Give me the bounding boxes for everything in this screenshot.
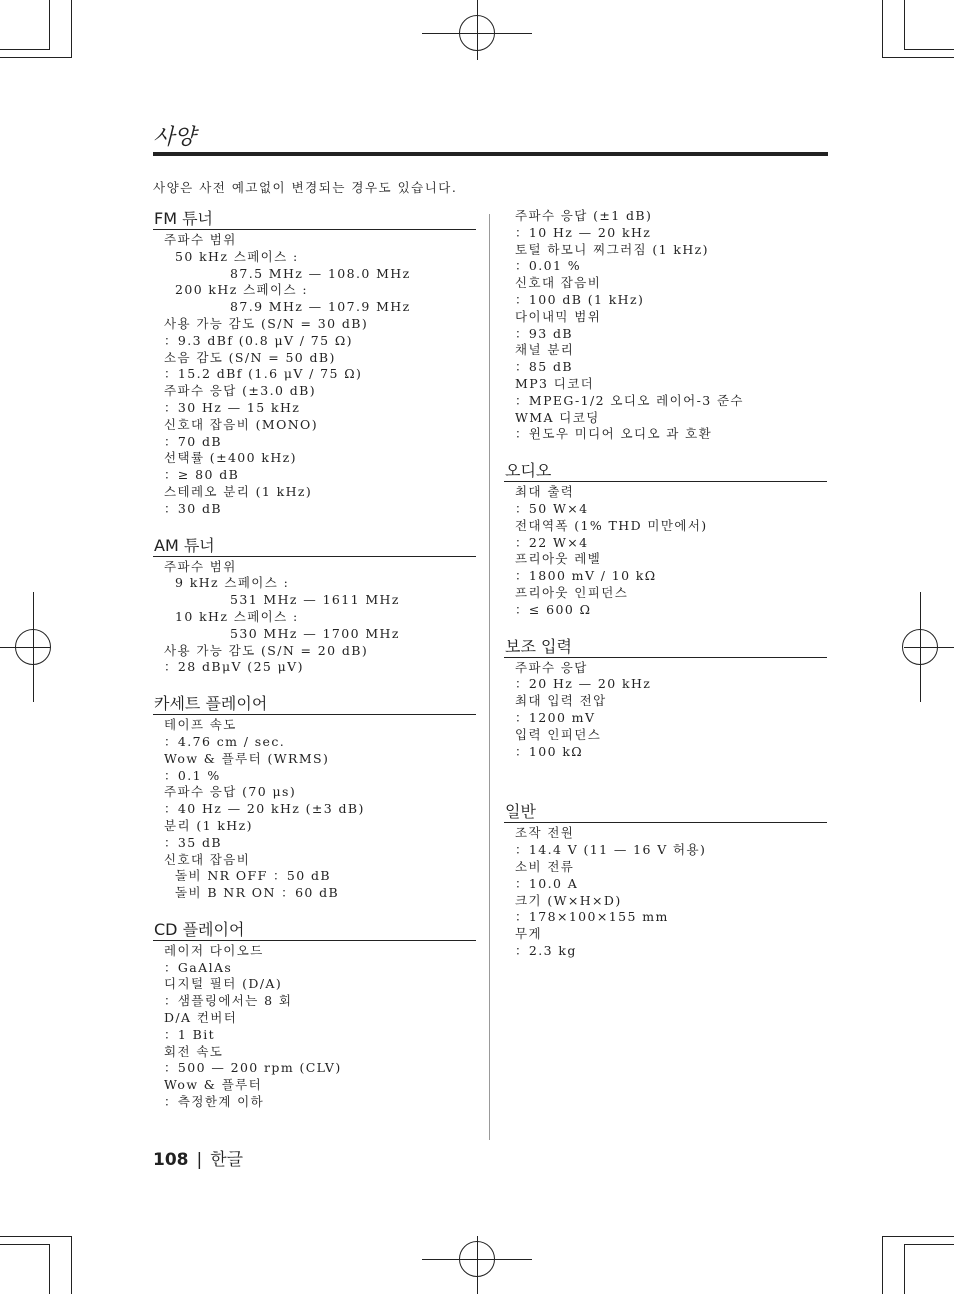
footer-separator: | <box>196 1150 203 1170</box>
registration-circle <box>459 15 495 51</box>
left-column <box>153 208 476 1128</box>
spec-label: 테이프 속도 <box>164 717 237 733</box>
spec-label: 전대역폭 (1% THD 미만에서) <box>515 517 708 533</box>
spec-item <box>504 926 827 960</box>
spec-value: ：85 dB <box>515 359 573 375</box>
title-rule <box>153 152 828 156</box>
spec-value: ：40 Hz — 20 kHz (±3 dB) <box>164 801 365 817</box>
crop-mark <box>0 1244 50 1245</box>
spec-item <box>153 383 476 417</box>
spec-value: 50 kHz 스페이스 : <box>175 248 299 264</box>
spec-label: 주파수 범위 <box>164 232 237 247</box>
spec-item <box>504 309 827 343</box>
spec-value: ：20 Hz — 20 kHz <box>515 676 652 692</box>
spec-item <box>153 1077 476 1111</box>
spec-value: 87.5 MHz — 108.0 MHz <box>230 265 411 281</box>
crop-mark <box>882 1236 883 1294</box>
spec-item <box>153 350 476 384</box>
section-cd-player-continued <box>504 208 827 443</box>
crop-mark <box>904 0 905 50</box>
crop-mark <box>71 0 72 58</box>
spec-label: 토털 하모니 찌그러짐 (1 kHz) <box>515 241 709 257</box>
spec-value: 9 kHz 스페이스 : <box>175 575 290 591</box>
spec-label: 레이저 다이오드 <box>164 942 264 958</box>
spec-value: ：50 W×4 <box>515 500 589 516</box>
section-heading: 보조 입력 <box>504 636 827 658</box>
spec-item <box>153 450 476 484</box>
spec-value: ：15.2 dBf (1.6 μV / 75 Ω) <box>164 366 363 382</box>
spec-label: Wow & 플루터 <box>164 1077 263 1093</box>
spec-label: 소비 전류 <box>515 858 575 874</box>
spec-item <box>153 852 476 902</box>
right-column <box>504 208 827 977</box>
spec-value: 돌비 NR OFF ：50 dB <box>175 868 331 884</box>
spec-item <box>153 784 476 818</box>
spec-label: 채널 분리 <box>515 342 575 358</box>
spec-item <box>153 818 476 852</box>
spec-item <box>504 342 827 376</box>
spec-item <box>153 717 476 751</box>
spec-item <box>504 727 827 761</box>
crop-mark <box>49 1244 50 1294</box>
crop-mark <box>904 49 954 50</box>
spec-label: 사용 가능 감도 (S/N = 30 dB) <box>164 315 369 331</box>
spec-label: 신호대 잡음비 (MONO) <box>164 416 318 432</box>
spec-item <box>504 376 827 410</box>
spec-label: WMA 디코딩 <box>515 409 600 425</box>
spec-label: 신호대 잡음비 <box>515 275 602 291</box>
crop-mark <box>904 1244 905 1294</box>
spec-value: ：측정한계 이하 <box>164 1094 265 1110</box>
spec-label: 주파수 범위 <box>164 558 237 574</box>
crop-mark <box>0 49 50 50</box>
spec-value: ：GaAlAs <box>164 959 233 975</box>
spec-item <box>504 660 827 694</box>
spec-label: 디지털 필터 (D/A) <box>164 976 283 992</box>
spec-label: MP3 디코더 <box>515 375 595 391</box>
section-heading: FM 튜너 <box>153 208 476 230</box>
section-heading: 카세트 플레이어 <box>153 693 476 715</box>
spec-item <box>153 1044 476 1078</box>
spec-item <box>504 585 827 619</box>
spec-item <box>504 693 827 727</box>
spec-item <box>153 417 476 451</box>
spec-item <box>504 410 827 444</box>
spec-value: ：70 dB <box>164 433 222 449</box>
spec-item <box>504 893 827 927</box>
spec-value: ：30 Hz — 15 kHz <box>164 399 301 415</box>
spec-value: 돌비 B NR ON ：60 dB <box>175 885 340 901</box>
spec-item <box>504 859 827 893</box>
spec-value: ：100 kΩ <box>515 743 584 759</box>
section-cd-player <box>153 919 476 1111</box>
spec-label: 소음 감도 (S/N = 50 dB) <box>164 349 336 365</box>
spec-label: 최대 출력 <box>515 484 575 500</box>
section-heading: CD 플레이어 <box>153 919 476 941</box>
spec-value: ：≥ 80 dB <box>164 467 240 483</box>
spec-value: ：≤ 600 Ω <box>515 601 592 617</box>
spec-label: 주파수 응답 (70 μs) <box>164 784 297 800</box>
spec-item <box>504 275 827 309</box>
registration-circle <box>459 1241 495 1277</box>
section-heading: AM 튜너 <box>153 535 476 557</box>
spec-label: 스테레오 분리 (1 kHz) <box>164 483 313 499</box>
spec-item <box>153 1010 476 1044</box>
section-heading: 오디오 <box>504 460 827 482</box>
spec-value: ：MPEG-1/2 오디오 레이어-3 준수 <box>515 392 744 408</box>
spec-label: 회전 속도 <box>164 1043 224 1059</box>
page-title: 사양 <box>153 125 196 150</box>
spec-value: ：178×100×155 mm <box>515 909 669 925</box>
spec-item <box>504 242 827 276</box>
spec-label: 조작 전원 <box>515 825 575 841</box>
spec-item <box>153 976 476 1010</box>
crop-mark <box>0 1236 72 1237</box>
spec-label: 주파수 응답 (±1 dB) <box>515 208 653 223</box>
spec-value: 200 kHz 스페이스 : <box>175 282 308 298</box>
spec-value: ：샘플링에서는 8 회 <box>164 993 293 1009</box>
spec-value: ：28 dBμV (25 μV) <box>164 659 304 675</box>
spec-value: ：22 W×4 <box>515 534 589 550</box>
section-fm-tuner <box>153 208 476 518</box>
spec-label: 사용 가능 감도 (S/N = 20 dB) <box>164 642 369 658</box>
column-divider <box>489 214 490 1140</box>
section-am-tuner <box>153 535 476 677</box>
spec-label: 주파수 응답 (±3.0 dB) <box>164 383 316 399</box>
intro-text: 사양은 사전 예고없이 변경되는 경우도 있습니다. <box>153 180 458 195</box>
section-heading: 일반 <box>504 801 827 823</box>
spec-value: 531 MHz — 1611 MHz <box>230 592 400 608</box>
spec-value: 87.9 MHz — 107.9 MHz <box>230 299 411 315</box>
spec-value: ：30 dB <box>164 500 222 516</box>
spec-value: ：10 Hz — 20 kHz <box>515 224 652 240</box>
registration-circle <box>15 629 51 665</box>
spec-value: ：35 dB <box>164 834 222 850</box>
spec-label: D/A 컨버터 <box>164 1010 238 1026</box>
spec-item <box>153 232 476 316</box>
spec-item <box>153 643 476 677</box>
spec-value: ：10.0 A <box>515 875 579 891</box>
spec-value: ：2.3 kg <box>515 942 577 958</box>
crop-mark <box>882 0 883 58</box>
crop-mark <box>49 0 50 50</box>
spec-value: ：1 Bit <box>164 1026 216 1042</box>
spec-label: 다이내믹 범위 <box>515 308 602 324</box>
spec-value: 10 kHz 스페이스 : <box>175 608 299 624</box>
spec-label: 선택률 (±400 kHz) <box>164 450 297 466</box>
spec-label: 프리아웃 레벨 <box>515 551 602 567</box>
spec-value: ：0.1 % <box>164 767 221 783</box>
spec-value: ：0.01 % <box>515 258 581 274</box>
spec-item <box>504 208 827 242</box>
spec-item <box>153 559 476 643</box>
spec-label: 최대 입력 전압 <box>515 693 607 709</box>
spec-value: ：4.76 cm / sec. <box>164 733 286 749</box>
spec-label: 주파수 응답 <box>515 659 588 675</box>
spec-label: 프리아웃 인피던스 <box>515 584 629 600</box>
spec-item <box>504 518 827 552</box>
footer-language: 한글 <box>210 1150 244 1170</box>
spec-label: 신호대 잡음비 <box>164 851 251 867</box>
section-general <box>504 801 827 959</box>
spec-value: ：1800 mV / 10 kΩ <box>515 568 657 584</box>
spec-value: ：93 dB <box>515 325 573 341</box>
spec-item <box>153 751 476 785</box>
spec-item <box>504 551 827 585</box>
crop-mark <box>71 1236 72 1294</box>
spec-value: ：윈도우 미디어 오디오 과 호환 <box>515 426 713 442</box>
spec-label: 크기 (W×H×D) <box>515 892 622 908</box>
section-spacer <box>504 777 827 801</box>
spec-value: 530 MHz — 1700 MHz <box>230 625 400 641</box>
spec-label: 분리 (1 kHz) <box>164 817 253 833</box>
page-footer <box>153 1145 243 1170</box>
spec-value: ：100 dB (1 kHz) <box>515 291 645 307</box>
spec-item <box>153 484 476 518</box>
spec-label: Wow & 플루터 (WRMS) <box>164 750 330 766</box>
section-aux-input <box>504 636 827 761</box>
section-cassette-player <box>153 693 476 902</box>
crop-mark <box>882 57 954 58</box>
crop-mark <box>0 57 72 58</box>
spec-value: ：1200 mV <box>515 709 596 725</box>
section-audio <box>504 460 827 618</box>
spec-value: ：14.4 V (11 — 16 V 허용) <box>515 842 707 858</box>
spec-item <box>153 943 476 977</box>
spec-value: ：9.3 dBf (0.8 μV / 75 Ω) <box>164 332 353 348</box>
crop-mark <box>904 1244 954 1245</box>
crop-mark <box>882 1236 954 1237</box>
page-number: 108 <box>153 1150 189 1170</box>
spec-item <box>153 316 476 350</box>
spec-item <box>504 484 827 518</box>
registration-circle <box>902 629 938 665</box>
spec-label: 입력 인피던스 <box>515 726 602 742</box>
spec-item <box>504 825 827 859</box>
spec-label: 무게 <box>515 926 542 942</box>
spec-value: ：500 — 200 rpm (CLV) <box>164 1060 342 1076</box>
